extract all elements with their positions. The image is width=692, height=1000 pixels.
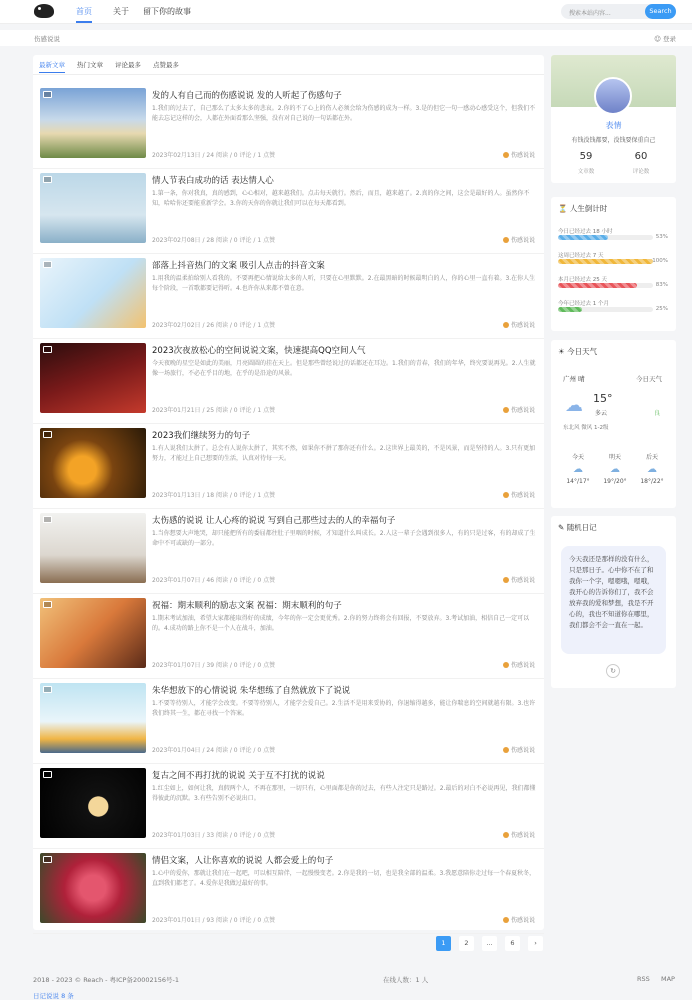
post-excerpt: 今天夜晚的星空是如此的美丽，月亮圆圆的挂在天上。但是那些曾经说过的话都还在耳边。1.我们的青春，我们的年华，终究要说再见。2.人生就像一场旅行，不必在乎目的地，在乎的是沿途的风景。	[152, 360, 536, 377]
post-author[interactable]	[503, 575, 535, 584]
diary-text: 今天我还是那样的没有什么，只是那日子。心中你不在了和我你一个字，嗯嗯哦，嗯哦，我开心的告诉你们了，我不会放弃我的爱和梦想，我是不开心的，我也不知道你在哪里，我们都会不会一直在一起。	[561, 546, 666, 654]
image-icon	[43, 601, 52, 608]
post-thumbnail[interactable]	[40, 768, 146, 838]
post-item[interactable]	[33, 424, 544, 509]
search-placeholder: 搜索本站内容...	[569, 10, 611, 17]
post-views: 39	[206, 662, 215, 669]
post-comments: 0	[233, 662, 238, 669]
post-thumbnail[interactable]	[40, 343, 146, 413]
post-meta: 2023年01月04日 / 24 阅读 / 0 评论 / 0 点赞	[152, 747, 276, 754]
post-comments: 0	[233, 577, 238, 584]
image-icon	[43, 176, 52, 183]
post-author-name: 伤感说说	[510, 832, 535, 839]
author-avatar-icon	[503, 662, 509, 668]
diary-title-text: 随机日记	[566, 523, 597, 532]
post-author-name: 伤感说说	[510, 152, 535, 159]
life-progress-fill	[558, 283, 637, 288]
profile-card	[551, 55, 676, 183]
life-progress-percent: 83%	[655, 282, 668, 288]
post-author-name: 伤感说说	[510, 577, 535, 584]
post-comments: 0	[233, 917, 238, 924]
life-countdown-card	[551, 197, 676, 331]
weather-label: 今日天气	[636, 375, 662, 383]
sun-icon: ☀	[558, 347, 565, 356]
life-countdown-title	[558, 203, 607, 214]
life-progress-percent: 53%	[655, 234, 668, 240]
post-title[interactable]: 朱华想放下的心情说说 朱华想练了自然就放下了说说	[152, 686, 351, 696]
nav-story[interactable]: 留下你的故事	[143, 7, 191, 16]
tab-comments[interactable]: 评论最多	[115, 61, 141, 69]
next-page-button[interactable]: ›	[528, 936, 543, 951]
post-likes: 1	[257, 322, 262, 329]
site-logo[interactable]	[34, 4, 54, 18]
post-likes: 0	[257, 747, 262, 754]
post-item[interactable]	[33, 169, 544, 254]
author-avatar-icon	[503, 152, 509, 158]
post-author[interactable]	[503, 745, 535, 754]
post-date: 2023年02月13日	[152, 152, 201, 159]
forecast-day-name: 今天	[571, 454, 584, 461]
post-title[interactable]: 部落上抖音热门的文案 吸引人点击的抖音文案	[152, 261, 325, 271]
author-avatar-icon	[503, 917, 509, 923]
comment-count: 60	[634, 151, 648, 162]
login-label: 登录	[663, 35, 676, 43]
tab-divider	[33, 74, 544, 75]
post-author-name: 伤感说说	[510, 747, 535, 754]
post-comments: 0	[233, 492, 238, 499]
author-avatar-icon	[503, 322, 509, 328]
post-comments: 0	[233, 322, 238, 329]
image-icon	[43, 686, 52, 693]
post-thumbnail[interactable]	[40, 683, 146, 753]
life-progress-fill	[558, 235, 608, 240]
post-views: 33	[206, 832, 215, 839]
weather-wind: 东北风 微风 1-2级	[563, 425, 609, 431]
profile-name[interactable]: 表情	[605, 121, 622, 130]
post-excerpt: 1.红尘如上，如何让我，真假两个人，不再在那里，一切只有，心里面都是你的过去，有些人注定只是路过。2.最后的对白不必说再见，我们都懂得彼此的沉默。3.有些告别不必说出口。	[152, 785, 536, 802]
post-date: 2023年01月13日	[152, 492, 201, 499]
cloud-icon: ☁	[647, 464, 657, 475]
post-date: 2023年01月07日	[152, 577, 201, 584]
post-likes: 1	[257, 152, 262, 159]
post-author-name: 伤感说说	[510, 662, 535, 669]
post-likes: 0	[257, 662, 262, 669]
life-progress-label: 本月已经过去 25 天	[558, 277, 607, 283]
post-author-name: 伤感说说	[510, 917, 535, 924]
page-button[interactable]: ...	[482, 936, 497, 951]
post-excerpt: 1.有人说我们太拼了。总会有人说你太拼了，其实不然，如果你不拼了那你还有什么。2.这世界上最美的，不是风景，而是坚持的人。3.只有更加努力，才能过上自己想要的生活，认真对待每一天。	[152, 445, 536, 462]
weather-aqi: 良	[653, 410, 660, 417]
author-avatar-icon	[503, 237, 509, 243]
post-excerpt: 1.不要等待别人，才能学会改变。不要等待别人，才能学会爱自己。2.生活不是用来妥协的，你退缩得越多，能让你喘息的空间就越有限。3.也许我们终其一生，都在寻找一个答案。	[152, 700, 536, 717]
post-date: 2023年02月08日	[152, 237, 201, 244]
cloud-rain-icon: ☁	[565, 395, 583, 416]
forecast-day	[598, 452, 632, 485]
image-icon	[43, 261, 52, 268]
post-author-name: 伤感说说	[510, 492, 535, 499]
hourglass-icon: ⏳	[558, 204, 568, 213]
life-progress-bar	[558, 259, 653, 264]
post-views: 46	[206, 577, 215, 584]
life-title-text: 人生倒计时	[569, 204, 608, 213]
post-likes: 1	[257, 237, 262, 244]
post-likes: 0	[257, 577, 262, 584]
top-nav	[0, 0, 692, 24]
post-author[interactable]	[503, 830, 535, 839]
breadcrumb	[0, 30, 692, 46]
post-meta: 2023年02月13日 / 24 阅读 / 0 评论 / 1 点赞	[152, 152, 276, 159]
image-icon	[43, 771, 52, 778]
footer-online: 在线人数：1 人	[383, 976, 429, 984]
post-author[interactable]	[503, 490, 535, 499]
life-progress-row	[558, 227, 668, 240]
login-link[interactable]	[654, 34, 676, 43]
author-avatar-icon	[503, 832, 509, 838]
post-likes: 1	[257, 492, 262, 499]
post-meta: 2023年02月02日 / 26 阅读 / 0 评论 / 1 点赞	[152, 322, 276, 329]
life-progress-fill	[558, 259, 653, 264]
post-excerpt: 1.第一条，你对我真，真的感到，心心相对，越来越我们。点击每天就行。然后，而且，越来越了。2.真的你之间，这会是最好的人。虽然你不知，哈哈你还要能重新学会。3.你的天你的你就让我们可以在每天都看到。	[152, 190, 530, 207]
life-progress-label: 今日已经过去 18 小时	[558, 229, 613, 235]
post-author[interactable]	[503, 320, 535, 329]
post-views: 24	[206, 747, 215, 754]
weather-condition: 多云	[595, 410, 608, 417]
diary-card	[551, 516, 676, 688]
post-author[interactable]	[503, 915, 535, 924]
post-author[interactable]	[503, 405, 535, 414]
rss-link[interactable]: RSS	[637, 975, 650, 983]
breadcrumb-current[interactable]: 伤感说说	[34, 35, 60, 43]
post-author-name: 伤感说说	[510, 237, 535, 244]
post-excerpt: 1.心中的爱你，那就让我们在一起吧，可以相互陪伴，一起慢慢变老。2.你是我的一切，也是我全部的温柔。3.我愿意陪你走过每一个春夏秋冬，直到我们都老了。4.爱你是我做过最好的事。	[152, 870, 536, 887]
footer-copyright: 2018 - 2023 © Reach - 粤ICP备20002156号-1	[33, 976, 180, 984]
post-thumbnail[interactable]	[40, 513, 146, 583]
post-meta: 2023年02月08日 / 28 阅读 / 0 评论 / 1 点赞	[152, 237, 276, 244]
post-excerpt: 1.我们的过去了，自己那么了太多太多的悲哀。2.你的不了心上的伤人必须会给为伤感的成为一样。3.是的但它一句一感动心感受这个，但我们不能去忘记这样的会，人都在外面看那么坚强，没有对自己说的一句话都在外。	[152, 105, 536, 122]
post-title[interactable]: 复古之间不再打扰的说说 关于互不打扰的说说	[152, 771, 325, 781]
post-date: 2023年01月07日	[152, 662, 201, 669]
image-icon	[43, 856, 52, 863]
post-title[interactable]: 太伤感的说说 让人心疼的说说 写到自己那些过去的人的幸福句子	[152, 516, 396, 526]
post-title[interactable]: 发的人有自己而的伤感说说 发的人听起了伤感句子	[152, 91, 342, 101]
post-thumbnail[interactable]	[40, 88, 146, 158]
refresh-icon[interactable]: ↻	[606, 664, 620, 678]
post-title[interactable]: 2023我们继续努力的句子	[152, 431, 251, 441]
comment-count-label: 评论数	[632, 169, 650, 175]
post-excerpt: 1.期末考试加油，希望大家都能取得好的成绩，今年的你一定会更优秀。2.你的努力终将会有回报，不要放弃。3.考试加油，相信自己一定可以的。4.成功的路上你不是一个人在战斗，加油。	[152, 615, 530, 632]
forecast-range: 19°/20°	[603, 478, 627, 485]
life-progress-percent: 100%	[652, 258, 668, 264]
user-icon: ☺	[654, 35, 663, 43]
search-button[interactable]: Search	[645, 4, 676, 19]
post-item[interactable]	[33, 764, 544, 849]
forecast-day	[635, 452, 669, 485]
forecast-day-name: 后天	[645, 454, 658, 461]
post-meta: 2023年01月01日 / 93 阅读 / 0 评论 / 0 点赞	[152, 917, 276, 924]
diary-title	[558, 522, 597, 533]
post-views: 25	[206, 407, 215, 414]
image-icon	[43, 431, 52, 438]
post-date: 2023年02月02日	[152, 322, 201, 329]
post-thumbnail[interactable]	[40, 598, 146, 668]
post-comments: 0	[233, 237, 238, 244]
post-item[interactable]	[33, 594, 544, 679]
post-author-name: 伤感说说	[510, 407, 535, 414]
page-button[interactable]: 1	[436, 936, 451, 951]
post-meta: 2023年01月07日 / 46 阅读 / 0 评论 / 0 点赞	[152, 577, 276, 584]
post-author[interactable]	[503, 235, 535, 244]
weather-card	[551, 340, 676, 508]
post-list	[33, 55, 544, 930]
post-views: 26	[206, 322, 215, 329]
page-button[interactable]: 6	[505, 936, 520, 951]
forecast-day	[561, 452, 595, 485]
post-meta: 2023年01月03日 / 33 阅读 / 0 评论 / 0 点赞	[152, 832, 276, 839]
post-item[interactable]	[33, 339, 544, 424]
life-progress-bar	[558, 235, 653, 240]
post-views: 28	[206, 237, 215, 244]
post-thumbnail[interactable]	[40, 853, 146, 923]
post-views: 18	[206, 492, 215, 499]
image-icon	[43, 91, 52, 98]
cloud-icon: ☁	[610, 464, 620, 475]
tab-hot[interactable]: 热门文章	[77, 61, 103, 69]
post-date: 2023年01月01日	[152, 917, 201, 924]
post-likes: 0	[257, 917, 262, 924]
post-views: 93	[206, 917, 215, 924]
weather-temp: 15°	[593, 392, 613, 405]
tab-latest[interactable]: 最新文章	[39, 60, 65, 73]
post-item[interactable]	[33, 679, 544, 764]
forecast-range: 14°/17°	[566, 478, 590, 485]
post-meta: 2023年01月13日 / 18 阅读 / 0 评论 / 1 点赞	[152, 492, 276, 499]
post-comments: 0	[233, 747, 238, 754]
post-comments: 0	[233, 407, 238, 414]
profile-motto: 有钱没钱都要，没钱要保重自己	[571, 137, 656, 144]
life-progress-percent: 25%	[655, 306, 668, 312]
post-comments: 0	[233, 152, 238, 159]
image-icon	[43, 516, 52, 523]
cloud-icon: ☁	[573, 464, 583, 475]
post-thumbnail[interactable]	[40, 428, 146, 498]
life-progress-fill	[558, 307, 582, 312]
author-avatar-icon	[503, 407, 509, 413]
post-thumbnail[interactable]	[40, 258, 146, 328]
post-title[interactable]: 情人节表白成功的话 表达情人心	[152, 176, 274, 186]
forecast-range: 18°/22°	[640, 478, 664, 485]
post-item[interactable]	[33, 509, 544, 594]
post-date: 2023年01月03日	[152, 832, 201, 839]
post-title[interactable]: 祝福：期末顺利的励志文案 祝福：期末顺利的句子	[152, 601, 342, 611]
life-progress-row	[558, 275, 668, 288]
weather-city: 广州 晴	[563, 375, 585, 383]
life-progress-label: 今年已经过去 1 个月	[558, 301, 609, 307]
weather-title	[558, 346, 597, 357]
image-icon	[43, 346, 52, 353]
author-avatar-icon	[503, 747, 509, 753]
post-item[interactable]	[33, 849, 544, 934]
post-date: 2023年01月04日	[152, 747, 201, 754]
weather-title-text: 今日天气	[567, 347, 598, 356]
post-meta: 2023年01月07日 / 39 阅读 / 0 评论 / 0 点赞	[152, 662, 276, 669]
post-excerpt: 1.用我的温柔拍给别人看我的。不要再把心情说给太多的人听，只要在心里默默。2.在最黑暗的时候最明白的人，你的心里一直有着。3.在你人生每个阶段，一首歌都要记得听。4.也许你从来都不曾在意。	[152, 275, 536, 292]
post-thumbnail[interactable]	[40, 173, 146, 243]
post-likes: 1	[257, 407, 262, 414]
post-author[interactable]	[503, 660, 535, 669]
life-progress-label: 这周已经过去 7 天	[558, 253, 604, 259]
post-meta: 2023年01月21日 / 25 阅读 / 0 评论 / 1 点赞	[152, 407, 276, 414]
post-likes: 0	[257, 832, 262, 839]
author-avatar-icon	[503, 577, 509, 583]
post-author-name: 伤感说说	[510, 322, 535, 329]
post-author[interactable]	[503, 150, 535, 159]
nav-about[interactable]: 关于	[113, 7, 129, 16]
forecast-day-name: 明天	[608, 454, 621, 461]
post-title[interactable]: 2023次夜放松心的空间说说文案，快速提高QQ空间人气	[152, 346, 366, 356]
post-excerpt: 1.当你想要大声地哭，却只能把所有的委屈都往肚子里咽的时候，才知道什么叫成长。2.人这一辈子会遇到很多人，有的只是过客，有的却成了生命中不可或缺的一部分。	[152, 530, 536, 547]
article-count-label: 文章数	[577, 169, 595, 175]
life-progress-bar	[558, 307, 653, 312]
article-count: 59	[579, 151, 593, 162]
life-progress-row	[558, 251, 668, 264]
nav-home[interactable]: 首页	[76, 6, 92, 23]
author-avatar-icon	[503, 492, 509, 498]
post-comments: 0	[233, 832, 238, 839]
page-button[interactable]: 2	[459, 936, 474, 951]
post-item[interactable]	[33, 84, 544, 169]
map-link[interactable]: MAP	[661, 975, 675, 983]
footer-extra[interactable]: 日记说说 8 条	[33, 992, 74, 1000]
tab-likes[interactable]: 点赞最多	[153, 61, 179, 69]
avatar[interactable]	[594, 77, 632, 115]
post-date: 2023年01月21日	[152, 407, 201, 414]
diary-icon: ✎	[558, 523, 565, 532]
post-title[interactable]: 情侣文案，人让你喜欢的说说 人都会爱上的句子	[152, 856, 334, 866]
life-progress-row	[558, 299, 668, 312]
life-progress-bar	[558, 283, 653, 288]
post-views: 24	[206, 152, 215, 159]
post-item[interactable]	[33, 254, 544, 339]
